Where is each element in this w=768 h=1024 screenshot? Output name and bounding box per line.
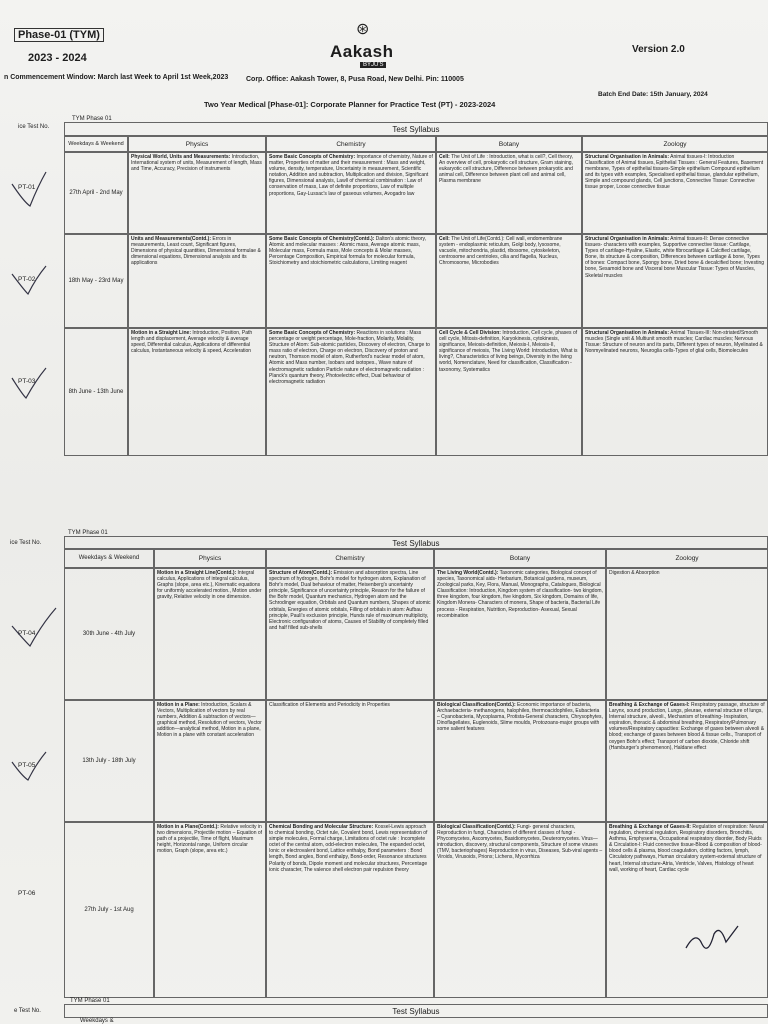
chemistry-syllabus: Some Basic Concepts of Chemistry(Contd.): Dalton's atomic theory, Atomic and molecular masses : Atomic mass, Average atomic mass, Molecular mass, Formula mass, Mole concepts & Molar masses, Percentage Composition, Empirical formula for molecular formula, Stoichiometry and stoichiometric calculations, Limiting reagent xyxy=(266,234,436,328)
test-syllabus-header: Test Syllabus xyxy=(64,536,768,550)
botany-syllabus: Cell: The Unit of Life(Contd.): Cell wall, endomembrane system - endoplasmic reticulum, Golgi body, lysosome, vacuole, mitochondria, plastid, ribosome, cytoskeleton, centrosome and centrioles, cilia and flagella, Nucleus, Chromosome, Microbodies xyxy=(436,234,582,328)
botany-syllabus: Biological Classification(Contd.): Economic importance of bacteria, Archaebacteria- methanogens, halophiles, thermoacidophiles, Eubacteria – Cyanobacteria, Mycoplasma, Protista-General characters, Chrysophytes, Dinoflagellates, Euglenoids, Slime moulds, Protozoans-major groups with some salient features xyxy=(434,700,606,822)
row-dates: 8th June - 13th June xyxy=(64,328,128,456)
tym-phase-label: TYM Phase 01 xyxy=(68,530,108,536)
zoology-syllabus: Structural Organisation in Animals: Animal tissues-II: Dense connective tissues- characters with examples, Supportive connective tissue: Cartilage, Types of cartilage-Hyaline, Elastic, white fibrocartilage & Calcified cartilage, Bone, its structure & composition, Differences between cartilage & bone, Types of bones: Compact bone, Spongy bone, Dried bone & decalcified bone; Investing bone, Sesamoid bone and Visceral bone Muscular Tissue: Types of Muscles, Skeletal muscles xyxy=(582,234,768,328)
syllabus-table-3-fragment xyxy=(0,996,768,1024)
pt-number: PT-03 xyxy=(18,378,36,385)
check-mark-icon xyxy=(10,750,50,790)
practice-test-label: ice Test No. xyxy=(10,540,42,546)
zoology-syllabus: Structural Organisation in Animals: Animal Tissues-III: Non-striated/Smooth muscles (Single unit & Multiunit smooth muscles; Cardiac muscles; Nervous Tissue: Structure of neuron and its parts, Different types of neuron, Myelinated & Nonmyelinated neurons, Neuroglia cells-Types of glial cells, Biomolecules xyxy=(582,328,768,456)
pt-number: PT-06 xyxy=(18,890,36,897)
phase-label: Phase-01 (TYM) xyxy=(14,28,104,42)
botany-syllabus: Biological Classification(Contd.): Fungi- general characters, Reproduction in fungi, Characters of different classes of fungi - Phycomycetes, Ascomycetes, Basidiomycetes, Deuteromycetes. Virus—introduction, discovery, structural components, Structure of some viruses (TMV, bacteriophages) Reproduction in virus, Diseases, Sub-viral agents – Viroids, Virusoids, Prions; Lichens, Mycorrhiza xyxy=(434,822,606,998)
physics-syllabus: Units and Measurements(Contd.): Errors in measurements, Least count, Significant figures, Dimensions of physical quantities, Dimensional formulae & dimensional equations, Dimensional analysis and its applications xyxy=(128,234,266,328)
signature-mark xyxy=(682,920,742,960)
version-label: Version 2.0 xyxy=(632,44,685,55)
practice-test-label: ice Test No. xyxy=(18,124,50,130)
test-syllabus-header: Test Syllabus xyxy=(64,122,768,136)
physics-header: Physics xyxy=(154,548,266,568)
corp-office: Corp. Office: Aakash Tower, 8, Pusa Road, New Delhi. Pin: 110005 xyxy=(246,76,464,83)
syllabus-table-2 xyxy=(0,528,768,948)
row-dates: 27th July - 1st Aug xyxy=(64,822,154,998)
planner-title: Two Year Medical [Phase-01]: Corporate Planner for Practice Test (PT) - 2023-2024 xyxy=(204,100,496,109)
logo-name: Aakash xyxy=(330,42,394,61)
physics-syllabus: Motion in a Plane(Contd.): Relative velocity in two dimensions, Projectile motion – Equation of path of a projectile, Time of flight, Maximum height, Horizontal range, Uniform circular motion, Graph (slope, area etc.) xyxy=(154,822,266,998)
botany-syllabus: The Living World(Contd.): Taxonomic categories, Biological concept of species, Taxonomical aids- Herbarium, Botanical gardens, museum, Zoological parks, Key, Flora, Manual, Monographs, Catalogues, Biological Classification: Introduction, Kingdom system of classification- two kingdom, three kingdom, four kingdom, five kingdom, Six kingdom, Domains of life, Kingdom Monera- Characters of monera, Shape of bacteria, Bacterial Life process - Respiration, Nutrition, Reproduction- Asexual, Sexual recombination xyxy=(434,568,606,700)
chemistry-syllabus: Some Basic Concepts of Chemistry: Importance of chemistry, Nature of matter, Properties of matter and their measurement : Mass and weight, volume, density, temperature, Uncertainty in measurement, Scientific notation, Addition and subtraction, Multiplication and division, Significant figures, Dimensional analysis, Lawll of chemical combination : Law of conservation of mass, Law of definite proportions, Law of multiple proportions, Gay-Lussac's law of gaseous volumes, Avogadro law xyxy=(266,152,436,234)
physics-syllabus: Motion in a Straight Line(Contd.): Integral calculus, Applications of integral calculus, Graphs (slope, area etc.), Kinematic equations for uniformly accelerated motion., Motion under gravity, Relative velocity in one dimension. xyxy=(154,568,266,700)
row-dates: 13th July - 18th July xyxy=(64,700,154,822)
tym-phase-label: TYM Phase 01 xyxy=(72,116,112,122)
practice-test-label: e Test No. xyxy=(14,1008,41,1014)
zoology-syllabus: Structural Organisation in Animals: Animal tissues-I: Introduction Classification of Animal tissues, Epithelial Tissues : General Features, Basement membrane, Types of epithelial tissues-Simple epithelium Compound epithelium and its types with examples, Specialised epithelial tissue, glandular epithelium, Simple and compound glands, Cell junctions, Connective Tissue: Connective tissue proper, Loose connective tissue xyxy=(582,152,768,234)
batch-end-date: Batch End Date: 15th January, 2024 xyxy=(598,91,708,98)
check-mark-icon xyxy=(10,366,50,406)
zoology-syllabus: Breathing & Exchange of Gases-I: Respiratory passage, structure of Larynx, sound production, Lungs, pleurae, external structure of lungs, Internal structure, alveoli., Mechanism of breathing- Inspiration, expiration, thoracic & abdominal breathing, Respiratory/Pulmonary volumes/Respiratory capacities: Exchange of gases between alveoli & blood; exchange of gases between blood & tissue cells., Transport of oxygen Bohr's effect; Transport of carbon dioxide, Chloride shift (Hamburger's phenomenon), Haldane effect xyxy=(606,700,768,822)
row-dates: 30th June - 4th July xyxy=(64,568,154,700)
weekdays-header: Weekdays & Weekend xyxy=(64,548,154,568)
car-emblem-icon: ⊛ xyxy=(356,21,370,38)
check-mark-icon xyxy=(10,264,50,304)
pt-number: PT-04 xyxy=(18,630,36,637)
commencement-window: n Commencement Window: March last Week to April 1st Week,2023 xyxy=(4,74,229,81)
syllabus-table-1 xyxy=(0,114,768,470)
zoology-syllabus: Digestion & Absorption xyxy=(606,568,768,700)
logo-sub: BYJU'S xyxy=(360,62,386,68)
physics-syllabus: Physical World, Units and Measurements: Introduction, International system of units, Measurement of length, Mass and Time, Accuracy, Precision of instruments xyxy=(128,152,266,234)
botany-header: Botany xyxy=(436,136,582,152)
chemistry-syllabus: Chemical Bonding and Molecular Structure: Kossel-Lewis approach to chemical bonding, Octet rule, Covalent bond, Lewis representation of simple molecules, Formal charge, Limitations of octet rule : Incomplete octet of the central atom, odd-electron molecules, The expanded octet, Ionic or electrovalent bond, Lattice enthalpy, Bond parameters : Bond length, Bond angles, Bond enthalpy, Bond-order, Resonance structures Polarity of bonds, Dipole moment and molecular structures, Percentage ionic character, The valence shell electron pair repulsion theory xyxy=(266,822,434,998)
physics-syllabus: Motion in a Straight Line: Introduction, Position, Path length and displacement, Average velocity & average speed, Differential calculus, Applications of differential calculus, Instantaneous velocity & speed, Acceleration xyxy=(128,328,266,456)
chemistry-syllabus: Classification of Elements and Periodicity in Properties xyxy=(266,700,434,822)
botany-syllabus: Cell Cycle & Cell Division: Introduction, Cell cycle, phases of cell cycle, Mitosis-definition, Karyokinesis, cytokinesis, significance, Meiosis-definition, Meiosis-I, Meiosis-II, significance of meiosis, The Living World: Introduction, What is living?, Characteristics of living beings, Diversity in the living world, Nomenclature, Need for classification, Classification - taxonomy, Systematics xyxy=(436,328,582,456)
physics-header: Physics xyxy=(128,136,266,152)
pt-number: PT-02 xyxy=(18,276,36,283)
chemistry-header: Chemistry xyxy=(266,136,436,152)
botany-syllabus: Cell: The Unit of Life : Introduction, what is cell?, Cell theory, An overview of cell, prokaryotic cell structure, Gram staining, eukaryotic cell structure, Difference between prokaryotic and animal cell, Difference between plant cell and animal cell, Plasma membrane xyxy=(436,152,582,234)
year-label: 2023 - 2024 xyxy=(28,52,87,64)
weekdays-header: Weekdays & xyxy=(80,1018,114,1024)
zoology-header: Zoology xyxy=(606,548,768,568)
row-dates: 27th April - 2nd May xyxy=(64,152,128,234)
row-dates: 18th May - 23rd May xyxy=(64,234,128,328)
chemistry-syllabus: Some Basic Concepts of Chemistry: Reactions in solutions : Mass percentage or weight percentage, Mole-fraction, Molarity, Molality, Structure of Atom: Sub-atomic particles, Discovery of electron, Charge to mass ratio of electron, Charge on electron, Discovery of proton and neutron, Thomson model of atom, Rutherford's nuclear model of atom, Atomic and Mass number, Isobars and isotopes., Wave nature of electromagnetic radiation Particle nature of electromagnetic radiation : Planck's quantum theory, Photoelectric effect, Dual behaviour of electromagnetic radiation xyxy=(266,328,436,456)
pt-number: PT-05 xyxy=(18,762,36,769)
chemistry-header: Chemistry xyxy=(266,548,434,568)
pt-number: PT-01 xyxy=(18,184,36,191)
chemistry-syllabus: Structure of Atom(Contd.): Emission and absorption spectra, Line spectrum of hydrogen, Bohr's model for hydrogen atom, Explanation of Bohr's model, Dual behaviour of matter, Heisenberg's uncertainty principle, Significance of uncertainty principle, Reason for the failure of the Bohr model, Quantum mechanics, Hydrogen atom and the Schrodinger equation, Orbitals and Quantum numbers, Shapes of atomic orbitals, Energies of atomic orbitals, Filling of orbitals in atom: Aufbau principle, Pauli's exclusion principle, Hunds rule of maximum multiplicity, Electronic configuration of atoms, Causes of Stability of completely filled and half filled sub-shells xyxy=(266,568,434,700)
zoology-header: Zoology xyxy=(582,136,768,152)
check-mark-icon xyxy=(10,606,60,650)
test-syllabus-header: Test Syllabus xyxy=(64,1004,768,1018)
tym-phase-label: TYM Phase 01 xyxy=(70,998,110,1004)
zoology-syllabus: Breathing & Exchange of Gases-II: Regulation of respiration: Neural regulation, chemical regulation, Respiratory disorders, Bronchitis, Asthma, Emphysema, Occupational respiratory disorder, Body Fluids & Circulation-I: Fluid connective tissue-Blood & composition of blood-blood cells & plasma, blood coagulation, clotting factors, lymph, Circulatory pathways, Human circulatory system-external structure of heart, Internal structure-Atria, Ventricle, Valves, Histology of heart wall, working of heart, Cardiac cycle xyxy=(606,822,768,998)
aakash-logo xyxy=(322,22,442,74)
physics-syllabus: Motion in a Plane: Introduction, Scalars & Vectors, Multiplication of vectors by real numbers, Addition & subtraction of vectors—graphical method, Resolution of vectors, Vector addition—analytical method, Motion in a plane, Motion in a plane with constant acceleration xyxy=(154,700,266,822)
weekdays-header: Weekdays & Weekend xyxy=(64,136,128,152)
botany-header: Botany xyxy=(434,548,606,568)
check-mark-icon xyxy=(10,170,50,210)
